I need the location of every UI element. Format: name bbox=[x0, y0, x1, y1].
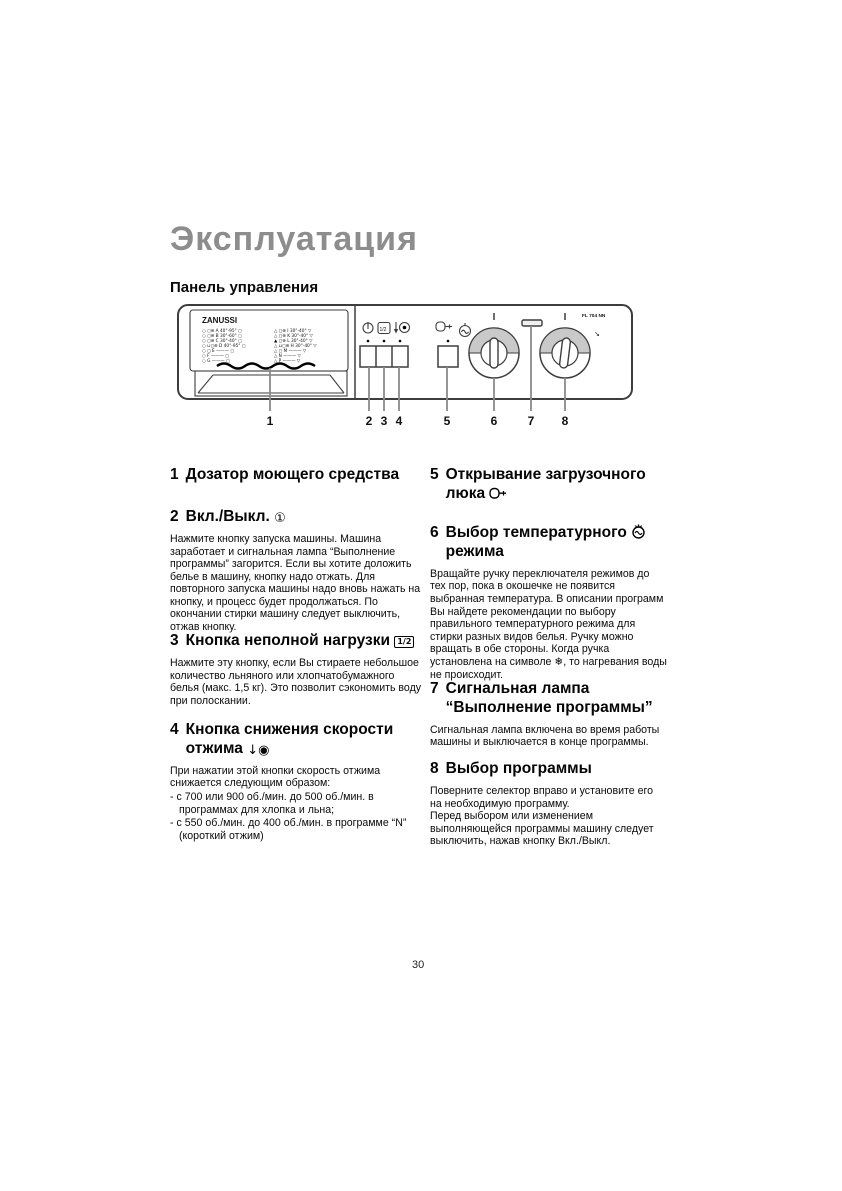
section-number: 3 bbox=[170, 632, 179, 649]
section-number: 1 bbox=[170, 466, 179, 483]
panel-caption: Панель управления bbox=[170, 279, 319, 296]
half-load-label: 1/2 bbox=[379, 327, 387, 333]
section-program-select bbox=[430, 760, 667, 848]
section-title: Сигнальная лампа “Выполнение программы” bbox=[445, 680, 653, 716]
callout-number: 6 bbox=[490, 414, 498, 428]
callout-number: 8 bbox=[561, 414, 569, 428]
section-body: Сигнальная лампа включена во время работы машины и выключается в конце программы. bbox=[430, 723, 660, 749]
paragraph: Поверните селектор вправо и установите его на необходимую программу. bbox=[430, 784, 653, 810]
section-number: 5 bbox=[430, 466, 439, 483]
program-table-row: ○ ⊔◻⊛ D 40°-95° ◻ bbox=[202, 344, 246, 349]
half-load-icon: 1/2 bbox=[394, 636, 414, 648]
program-table-row: △ ◻ M ——— ▽ bbox=[274, 349, 307, 354]
section-body: Нажмите эту кнопку, если Вы стираете небольшое количество льняного или хлопчатобумажного белья (макс. 1,5 кг). Это позволит сэкономить воду при полоскании. bbox=[170, 656, 422, 707]
section-heading bbox=[430, 524, 667, 562]
section-program-lamp bbox=[430, 680, 667, 749]
program-table-row: △ P ——— ▽ bbox=[274, 359, 301, 364]
section-heading bbox=[430, 680, 667, 718]
arrow-icon: ↘ bbox=[594, 330, 600, 338]
control-panel-diagram bbox=[170, 298, 670, 438]
section-number: 4 bbox=[170, 721, 179, 738]
callout-number: 2 bbox=[365, 414, 373, 428]
temperature-icon bbox=[631, 524, 646, 539]
program-table-row: △ ⊔◻⊛ H 30°-40° ▽ bbox=[274, 344, 317, 349]
section-title: Выбор программы bbox=[445, 760, 592, 777]
power-icon: ① bbox=[274, 511, 286, 526]
section-dispenser bbox=[170, 466, 422, 485]
callout-number: 4 bbox=[395, 414, 403, 428]
program-table-row: △ ◻⊛ K 30°-40° ▽ bbox=[274, 334, 313, 339]
program-table-row: ○ ◻⊛ A 40°-95° ◻ bbox=[202, 329, 242, 334]
indicator-dot bbox=[383, 340, 386, 343]
section-title: Кнопка неполной нагрузки 1/2 bbox=[186, 632, 415, 651]
section-heading bbox=[170, 632, 422, 651]
door-open-icon bbox=[489, 487, 507, 500]
program-table-row: ○ ◻⊛ B 30°-60° ◻ bbox=[202, 334, 242, 339]
model-label: FL 704 NN bbox=[582, 314, 606, 319]
section-door-open bbox=[430, 466, 667, 504]
section-spin-reduction bbox=[170, 721, 422, 842]
section-body: Вращайте ручку переключателя режимов до тех пор, пока в окошечке не появится выбранная температура. В описании программ Вы найдете рекомендации по выбору правильного температурного режима для стирки разных видов белья. Ручку можно вращать в обе стороны. Когда ручка установлена на символе ❄, то нагревания воды не происходит. bbox=[430, 567, 667, 681]
section-heading bbox=[430, 466, 667, 504]
section-number: 6 bbox=[430, 524, 439, 541]
section-title: Кнопка снижения скорости отжима ↓◉ bbox=[185, 721, 394, 758]
program-table-row: ○ F ——— ◻ bbox=[202, 354, 229, 359]
section-number: 2 bbox=[170, 508, 179, 525]
section-number: 7 bbox=[430, 680, 439, 697]
page-number: 30 bbox=[412, 959, 425, 971]
section-title: Вкл./Выкл. ① bbox=[185, 508, 286, 526]
callout-numbers bbox=[267, 414, 569, 428]
program-table-row: ○ ◻⊛ C 30°-40° ◻ bbox=[202, 339, 242, 344]
indicator-dot bbox=[447, 340, 450, 343]
callout-number: 5 bbox=[443, 414, 451, 428]
list-item: - с 700 или 900 об./мин. до 500 об./мин. в программах для хлопка и льна; bbox=[170, 791, 374, 816]
indicator-dot bbox=[367, 340, 370, 343]
paragraph: Перед выбором или изменением выполняющейся программы машину следует выключить, нажав кнопку Вкл./Выкл. bbox=[430, 810, 654, 848]
section-title: Открывание загрузочного люка bbox=[445, 466, 646, 502]
section-heading bbox=[430, 760, 667, 779]
section-intro: При нажатии этой кнопки скорость отжима снижается следующим образом: bbox=[170, 764, 381, 790]
program-lamp bbox=[522, 320, 542, 326]
program-table-row: ▲ ◻⊛ L 30°-40° ▽ bbox=[274, 339, 313, 344]
section-heading bbox=[170, 721, 422, 759]
section-heading bbox=[170, 508, 422, 527]
program-table-row: △ ◻⊛ I 30°-40° ▽ bbox=[274, 329, 312, 334]
callout-number: 7 bbox=[527, 414, 535, 428]
section-title: Дозатор моющего средства bbox=[185, 466, 400, 483]
section-half-load bbox=[170, 632, 422, 707]
spin-reduction-icon: ↓◉ bbox=[247, 742, 270, 758]
section-temperature bbox=[430, 524, 667, 681]
program-table-row: ○ G ——— ◻ bbox=[202, 359, 230, 364]
section-heading bbox=[170, 466, 422, 485]
program-table-row: ○ ◻ E ——— ◻ bbox=[202, 349, 234, 354]
section-title: Выбор температурного режима bbox=[446, 524, 647, 562]
section-on-off bbox=[170, 508, 422, 634]
callout-number: 3 bbox=[380, 414, 388, 428]
section-body bbox=[170, 765, 422, 843]
program-table-row: △ N ——— ▽ bbox=[274, 354, 301, 359]
section-body bbox=[430, 785, 667, 848]
page-title: Эксплуатация bbox=[170, 220, 418, 258]
callout-number: 1 bbox=[266, 414, 274, 428]
list-item: - с 550 об./мин. до 400 об./мин. в программе “N” (короткий отжим) bbox=[170, 817, 407, 842]
section-number: 8 bbox=[430, 760, 439, 777]
section-body: Нажмите кнопку запуска машины. Машина заработает и сигнальная лампа “Выполнение программы” загорится. Если вы хотите доложить белье в машину, кнопку надо отжать. Для повторного запуска машины надо вновь нажать на кнопку, и процесс будет продолжаться. По окончании стирки машину следует выключить, отжав кнопку. bbox=[170, 532, 421, 634]
brand-logo: ZANUSSI bbox=[202, 316, 238, 325]
indicator-dot bbox=[399, 340, 402, 343]
